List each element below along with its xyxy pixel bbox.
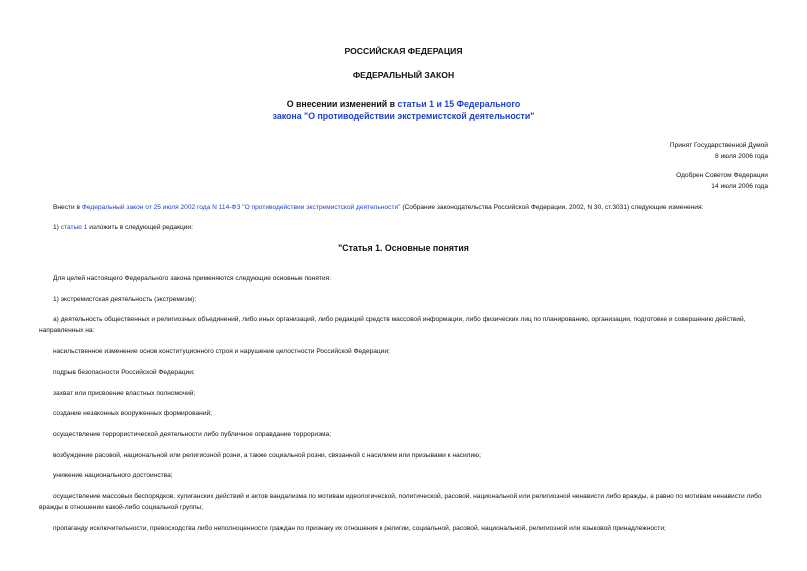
intro-paragraph bbox=[39, 202, 768, 213]
law-type-heading: ФЕДЕРАЛЬНЫЙ ЗАКОН bbox=[352, 70, 455, 80]
article-heading: "Статья 1. Основные понятия bbox=[338, 243, 469, 253]
item-1-paragraph bbox=[39, 222, 768, 233]
intro-prefix: Внести в bbox=[53, 204, 82, 211]
paragraph-item: унижение национального достоинства; bbox=[53, 472, 173, 479]
law-title-prefix: О внесении изменений в bbox=[286, 99, 398, 109]
duma-adoption-date: 8 июля 2006 года bbox=[714, 153, 768, 160]
paragraph-item: насильственное изменение основ конституционного строя и нарушение целостности Российской Федерации; bbox=[53, 348, 390, 355]
item-1-suffix: изложить в следующей редакции: bbox=[87, 224, 193, 231]
paragraph-item: захват или присвоение властных полномочий; bbox=[53, 390, 196, 397]
paragraph-item: подрыв безопасности Российской Федерации; bbox=[53, 369, 195, 376]
paragraph-item: осуществление массовых беспорядков, хулиганских действий и актов вандализма по мотивам идеологической, политической, расовой, национальной или религиозной ненависти либо вражды, а равно по мотивам ненависти либо вражды в отношении какой-либо социальной группы; bbox=[39, 493, 762, 511]
paragraph-item: возбуждение расовой, национальной или религиозной розни, а также социальной розни, связанной с насилием или призывами к насилию; bbox=[53, 452, 481, 459]
articles-link[interactable]: статьи 1 и 15 Федерального bbox=[397, 99, 521, 109]
paragraph-item: осуществление террористической деятельности либо публичное оправдание терроризма; bbox=[53, 431, 332, 438]
paragraph-definitions-intro: Для целей настоящего Федерального закона применяются следующие основные понятия: bbox=[53, 275, 332, 282]
article-1-link[interactable]: статью 1 bbox=[60, 224, 88, 231]
item-1-prefix: 1) bbox=[53, 224, 61, 231]
paragraph-item: пропаганду исключительности, превосходства либо неполноценности граждан по признаку их отношения к религии, социальной, расовой, национальной, религиозной или языковой принадлежности; bbox=[53, 525, 666, 532]
council-approval-date: 14 июля 2006 года bbox=[711, 183, 768, 190]
law-title-line2[interactable]: закона "О противодействии экстремистской деятельности" bbox=[272, 111, 535, 121]
intro-suffix: (Собрание законодательства Российской Федерации, 2002, N 30, ст.3031) следующие изменения: bbox=[400, 204, 704, 211]
federal-law-link[interactable]: Федеральный закон от 25 июля 2002 года N 114-ФЗ "О противодействии экстремистской деятельности" bbox=[81, 204, 401, 211]
paragraph-a: а) деятельность общественных и религиозных объединений, либо иных организаций, либо редакций средств массовой информации, либо физических лиц по планированию, организации, подготовке и совершению действий, направленных на: bbox=[39, 316, 746, 334]
paragraph-extremism: 1) экстремистская деятельность (экстремизм): bbox=[53, 296, 197, 303]
country-heading: РОССИЙСКАЯ ФЕДЕРАЦИЯ bbox=[344, 46, 463, 56]
council-approval-label: Одобрен Советом Федерации bbox=[676, 172, 768, 179]
paragraph-item: создание незаконных вооруженных формирований; bbox=[53, 410, 213, 417]
duma-adoption-label: Принят Государственной Думой bbox=[669, 142, 768, 149]
law-title-line1 bbox=[0, 99, 807, 109]
